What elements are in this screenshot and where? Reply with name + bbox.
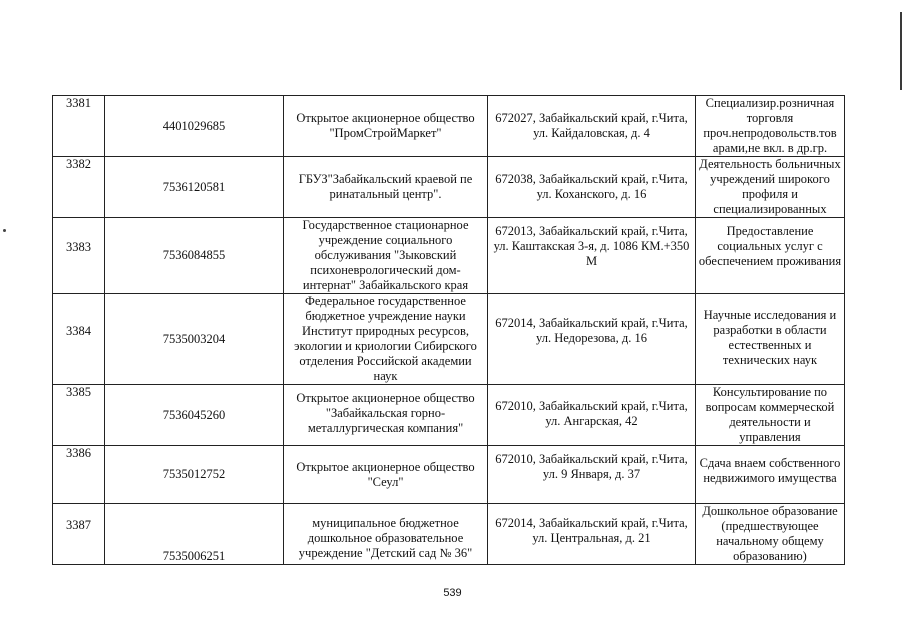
row-number: 3382	[53, 157, 105, 218]
row-number: 3383	[53, 218, 105, 294]
organization-name-cell: Открытое акционерное общество "Забайкальская горно-металлургическая компания"	[284, 385, 488, 446]
organization-register-table	[52, 95, 845, 565]
row-number: 3387	[53, 504, 105, 565]
activity-cell: Предоставление социальных услуг с обеспечением проживания	[696, 218, 845, 294]
activity-cell: Деятельность больничных учреждений широкого профиля и специализированных	[696, 157, 845, 218]
table-row	[53, 96, 845, 157]
inn-cell: 4401029685	[105, 96, 284, 157]
inn-cell: 7535006251	[105, 504, 284, 565]
activity-cell: Консультирование по вопросам коммерческой деятельности и управления	[696, 385, 845, 446]
organization-name-cell: муниципальное бюджетное дошкольное образовательное учреждение "Детский сад № 36"	[284, 504, 488, 565]
address-cell: 672010, Забайкальский край, г.Чита, ул. 9 Января, д. 37	[488, 446, 696, 504]
inn-cell: 7536045260	[105, 385, 284, 446]
organization-name-cell: Государственное стационарное учреждение социального обслуживания "Зыковский психоневрологический дом-интернат" Забайкальского края	[284, 218, 488, 294]
table-row	[53, 157, 845, 218]
inn-cell: 7535012752	[105, 446, 284, 504]
organization-name-cell: Открытое акционерное общество "ПромСтройМаркет"	[284, 96, 488, 157]
address-cell: 672013, Забайкальский край, г.Чита, ул. Каштакская 3-я, д. 1086 КМ.+350 М	[488, 218, 696, 294]
row-number: 3385	[53, 385, 105, 446]
inn-cell: 7536084855	[105, 218, 284, 294]
organization-name-cell: Федеральное государственное бюджетное учреждение науки Институт природных ресурсов, экологии и криологии Сибирского отделения Российской академии наук	[284, 294, 488, 385]
address-cell: 672010, Забайкальский край, г.Чита, ул. Ангарская, 42	[488, 385, 696, 446]
inn-cell: 7536120581	[105, 157, 284, 218]
table-row	[53, 504, 845, 565]
address-cell: 672014, Забайкальский край, г.Чита, ул. Центральная, д. 21	[488, 504, 696, 565]
activity-cell: Дошкольное образование (предшествующее начальному общему образованию)	[696, 504, 845, 565]
address-cell: 672014, Забайкальский край, г.Чита, ул. Недорезова, д. 16	[488, 294, 696, 385]
scan-edge-line	[900, 12, 902, 90]
organization-name-cell: Открытое акционерное общество "Сеул"	[284, 446, 488, 504]
page-number: 539	[443, 587, 462, 599]
address-cell: 672027, Забайкальский край, г.Чита, ул. Кайдаловская, д. 4	[488, 96, 696, 157]
activity-cell: Сдача внаем собственного недвижимого имущества	[696, 446, 845, 504]
table-row	[53, 294, 845, 385]
activity-cell: Научные исследования и разработки в области естественных и технических наук	[696, 294, 845, 385]
address-cell: 672038, Забайкальский край, г.Чита, ул. Коханского, д. 16	[488, 157, 696, 218]
activity-cell: Специализир.розничная торговля проч.непродовольств.тов арами,не вкл. в др.гр.	[696, 96, 845, 157]
organization-name-cell: ГБУЗ"Забайкальский краевой пе ринатальный центр".	[284, 157, 488, 218]
table-row	[53, 218, 845, 294]
row-number: 3384	[53, 294, 105, 385]
table-row	[53, 385, 845, 446]
row-number: 3381	[53, 96, 105, 157]
row-number: 3386	[53, 446, 105, 504]
inn-cell: 7535003204	[105, 294, 284, 385]
scan-speck	[3, 229, 6, 232]
table-row	[53, 446, 845, 504]
